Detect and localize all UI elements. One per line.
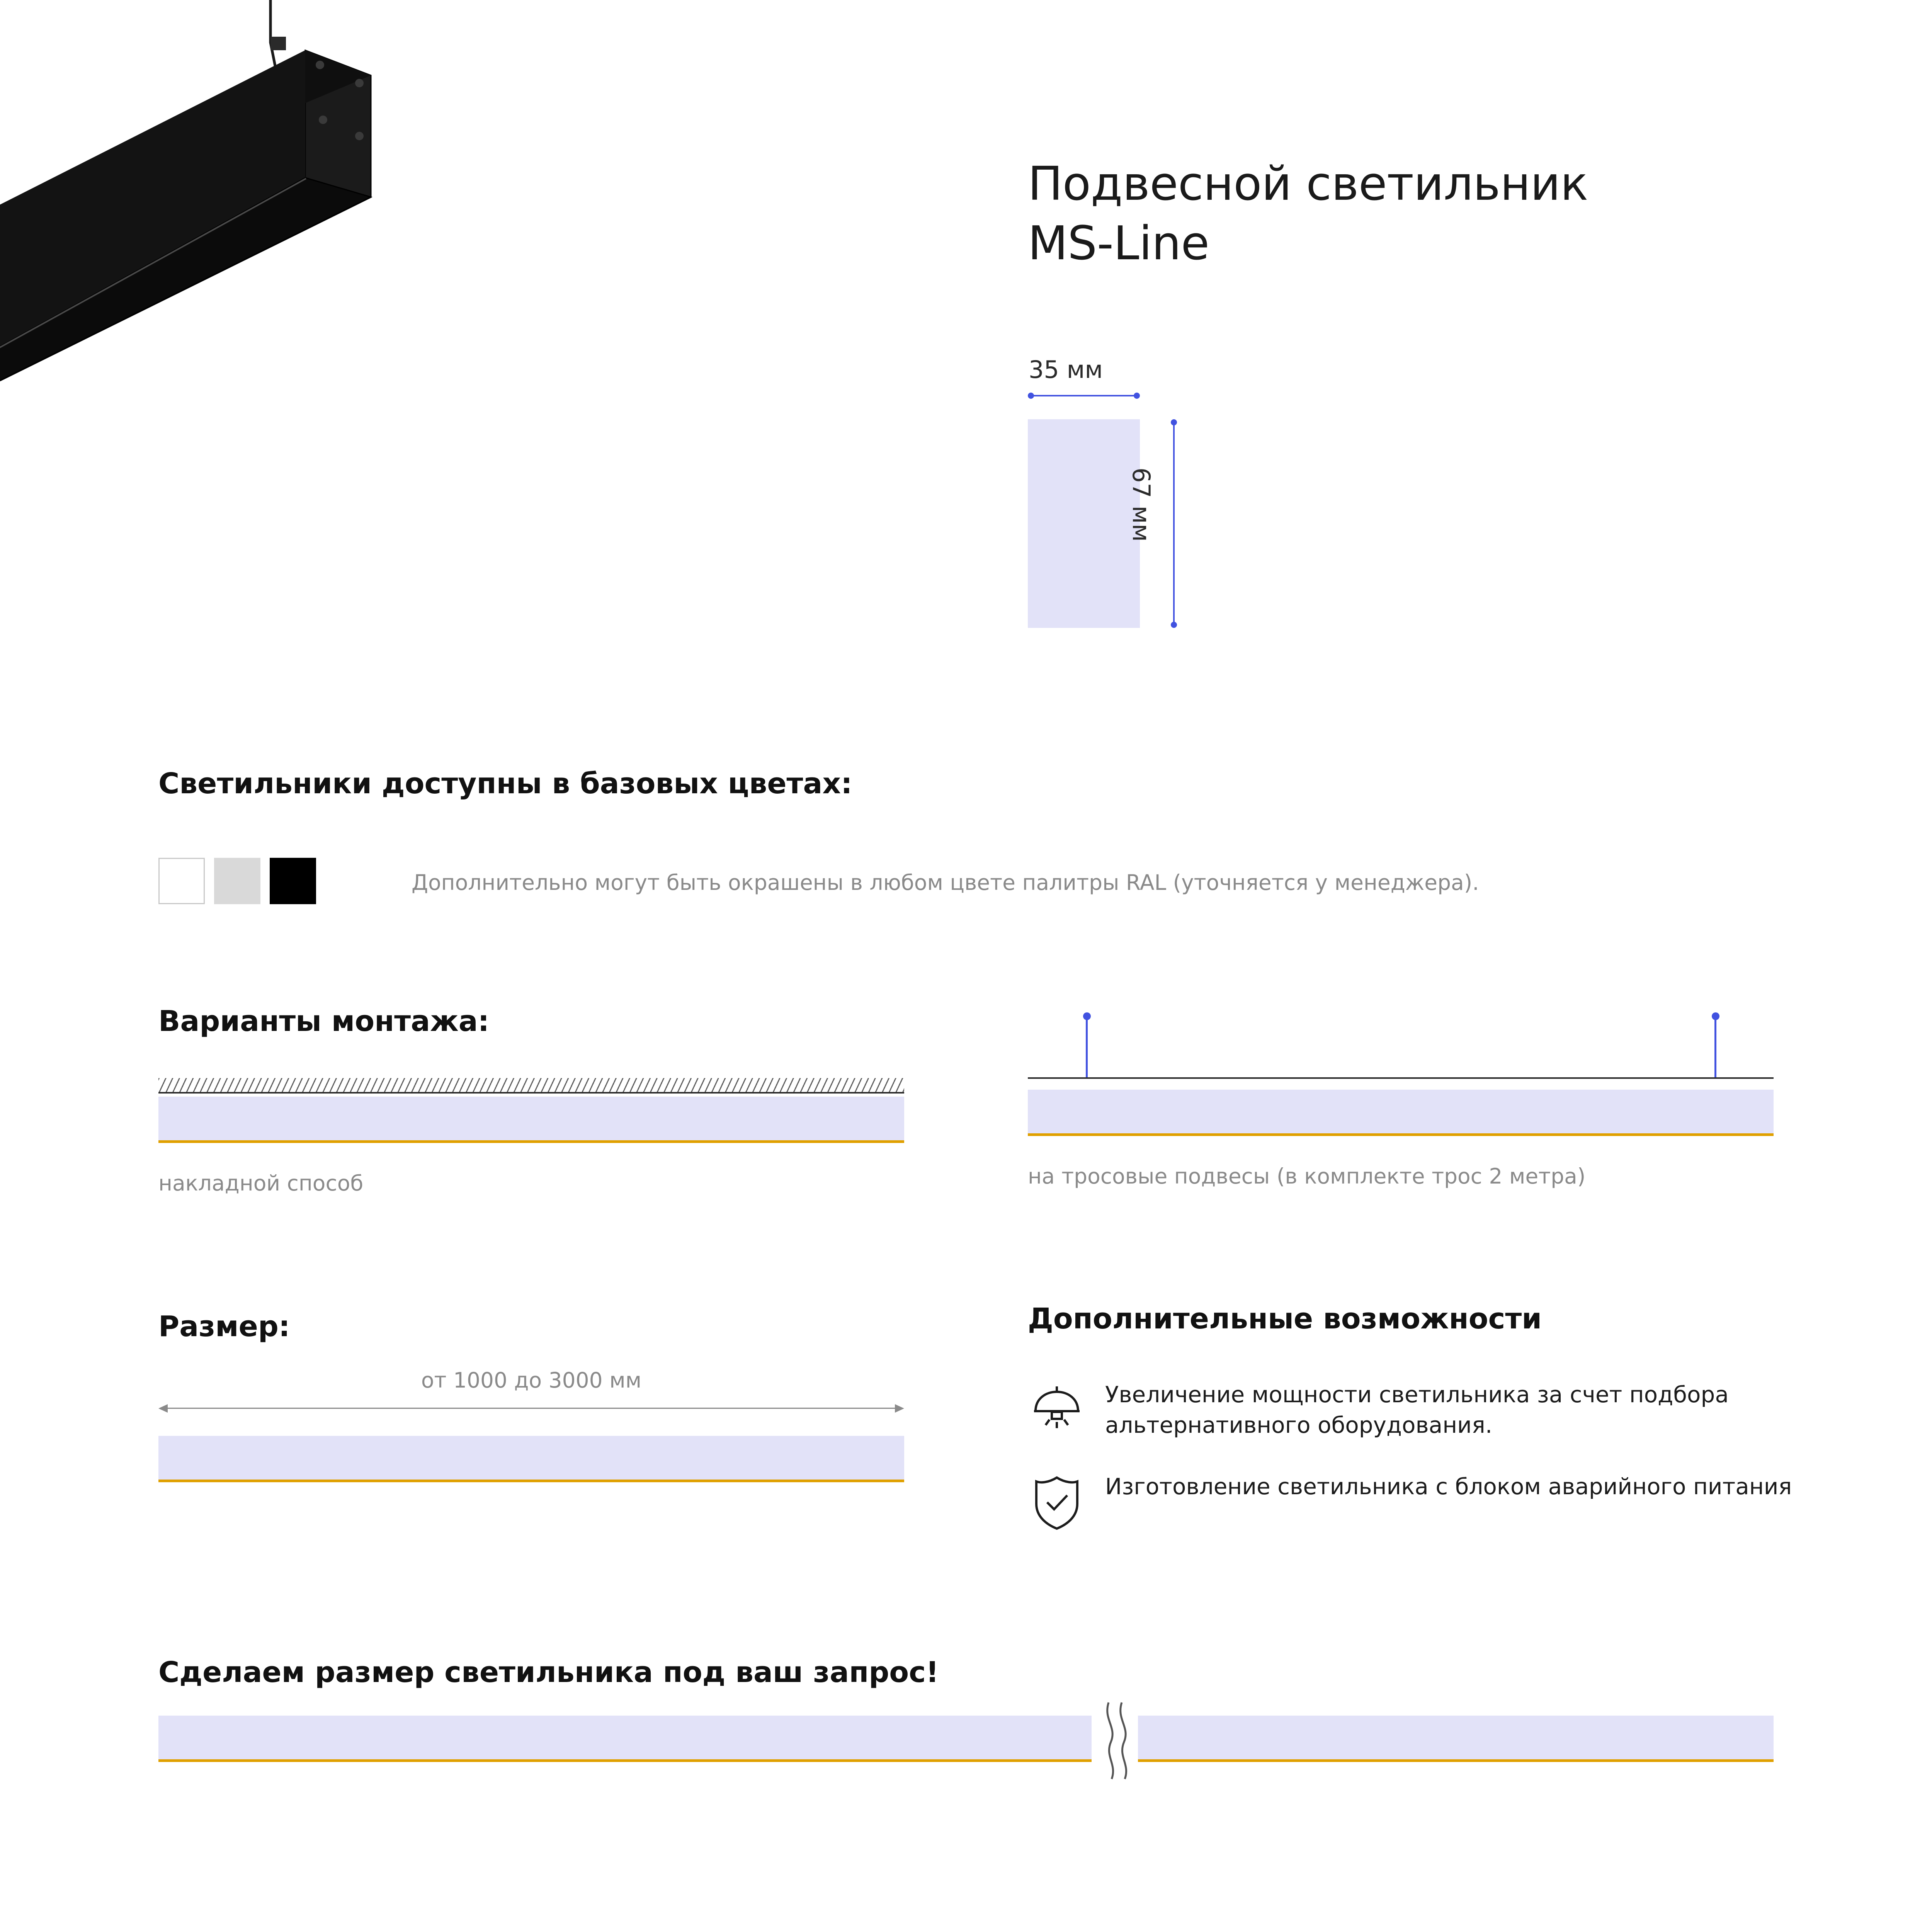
height-dimension-label: 67 мм xyxy=(1127,468,1155,542)
luminaire-illustration xyxy=(0,0,889,831)
pendant-lamp-icon xyxy=(1028,1379,1105,1436)
suspension-cable-line xyxy=(1714,1017,1716,1078)
cable-gripper xyxy=(270,37,286,50)
mounting-option-surface xyxy=(158,1078,904,1196)
feature-text: Изготовление светильника с блоком аварийного питания xyxy=(1105,1473,1792,1500)
ceiling-hatch-body xyxy=(158,1078,904,1094)
color-swatch-black[interactable] xyxy=(270,858,316,904)
screw-icon xyxy=(316,61,324,69)
fixture-profile-bar xyxy=(158,1097,904,1143)
colors-section-heading: Светильники доступны в базовых цветах: xyxy=(158,767,852,800)
size-section-heading: Размер: xyxy=(158,1310,290,1343)
suspension-cable-line xyxy=(1086,1017,1088,1078)
colors-ral-note: Дополнительно могут быть окрашены в любом цвете палитры RAL (уточняется у менеджера). xyxy=(412,870,1479,895)
shield-check-icon xyxy=(1028,1471,1105,1532)
dimension-dot xyxy=(1171,622,1177,628)
size-diagram xyxy=(158,1368,904,1482)
cross-section-dimensions xyxy=(1020,355,1484,692)
dimension-line xyxy=(1031,395,1137,396)
color-swatch-group xyxy=(158,858,316,904)
width-dimension-label: 35 мм xyxy=(1029,355,1103,384)
color-swatch-gray[interactable] xyxy=(214,858,260,904)
profile-cross-section xyxy=(1028,419,1140,628)
width-dimension-bar xyxy=(1028,393,1140,399)
fixture-profile-bar-long xyxy=(158,1716,1774,1762)
size-dimension-arrow xyxy=(158,1403,904,1414)
ceiling-hatch xyxy=(158,1078,904,1097)
cable-suspension-group xyxy=(1028,1012,1774,1079)
page-title xyxy=(1028,155,1801,273)
dimension-line xyxy=(1173,422,1175,625)
feature-item xyxy=(1028,1379,1828,1440)
mounting-option-cable xyxy=(1028,1012,1774,1189)
custom-size-diagram xyxy=(158,1716,1774,1770)
screw-icon xyxy=(355,132,364,140)
mounting-option-caption: накладной способ xyxy=(158,1171,364,1196)
mounting-option-caption: на тросовые подвесы (в комплекте трос 2 метра) xyxy=(1028,1164,1586,1189)
fixture-profile-bar xyxy=(1028,1090,1774,1136)
size-range-label: от 1000 до 3000 мм xyxy=(421,1368,642,1393)
fixture-profile-bar xyxy=(158,1436,904,1482)
mounting-section-heading: Варианты монтажа: xyxy=(158,1005,490,1038)
break-symbol-icon xyxy=(1092,1700,1138,1781)
screw-icon xyxy=(355,79,364,87)
arrow-head-right-icon xyxy=(895,1404,904,1413)
ceiling-line xyxy=(1028,1077,1774,1079)
dimension-dot xyxy=(1134,393,1140,399)
screw-icon xyxy=(319,116,327,124)
product-title-line-1: Подвесной светильник xyxy=(1028,157,1588,211)
product-hero-image xyxy=(0,0,889,831)
feature-text: Увеличение мощности светильника за счет подбора альтернативного оборудования. xyxy=(1105,1381,1729,1438)
custom-size-heading: Сделаем размер светильника под ваш запрос! xyxy=(158,1656,939,1689)
arrow-axis xyxy=(164,1408,899,1409)
features-list xyxy=(1028,1379,1828,1563)
features-section-heading: Дополнительные возможности xyxy=(1028,1302,1542,1335)
height-dimension-bar xyxy=(1171,419,1177,628)
feature-item xyxy=(1028,1471,1828,1532)
product-title-line-2: MS-Line xyxy=(1028,216,1209,270)
color-swatch-white[interactable] xyxy=(158,858,205,904)
